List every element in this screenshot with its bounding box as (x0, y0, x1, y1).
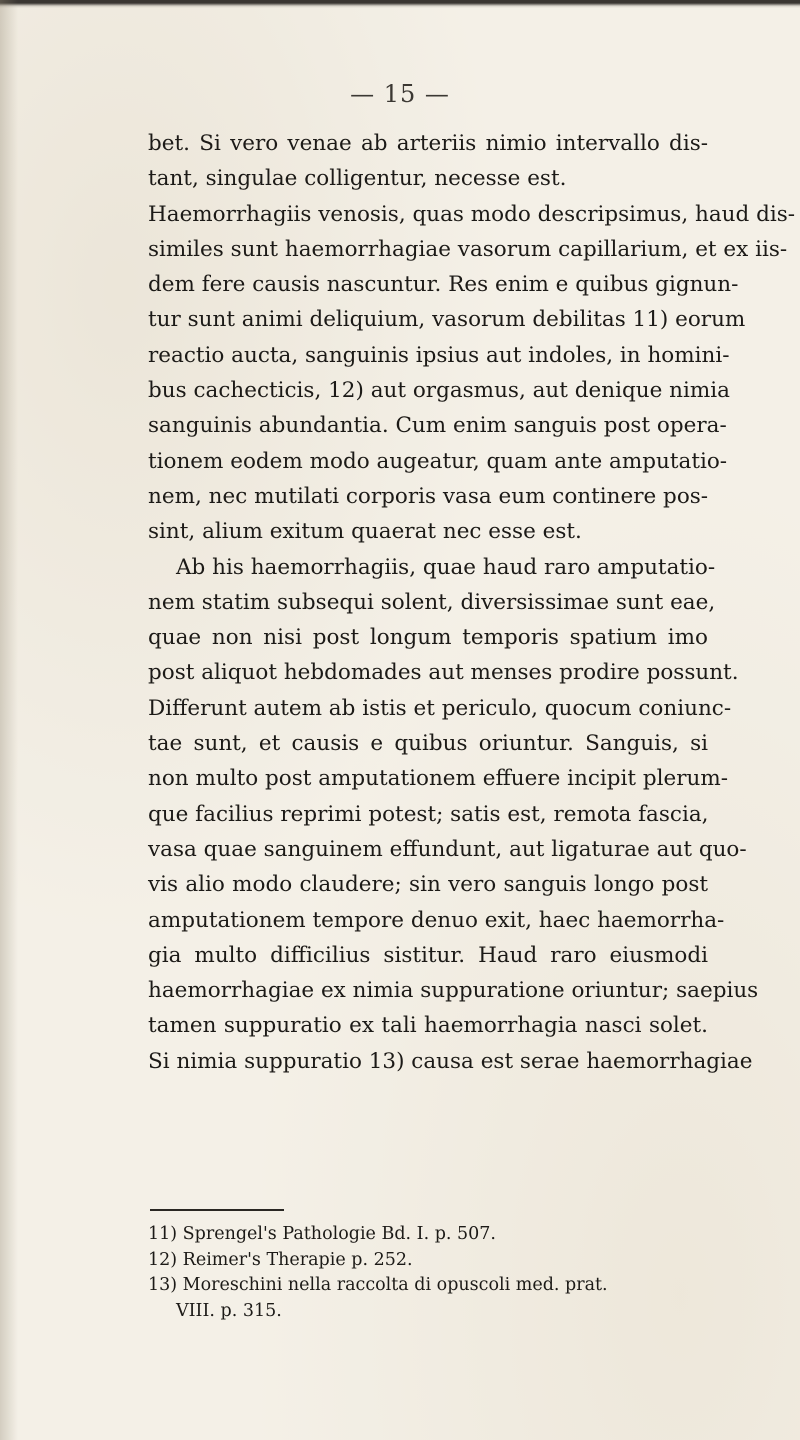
footnote-divider (150, 1209, 284, 1211)
scan-top-edge (0, 0, 800, 8)
footnote-continuation: VIII. p. 315. (176, 1300, 282, 1321)
text-line: dem fere causis nascuntur. Res enim e quibus gignun- (148, 272, 739, 298)
text-line: tur sunt animi deliquium, vasorum debilitas 11) eorum (148, 307, 746, 333)
text-line: sanguinis abundantia. Cum enim sanguis post opera- (148, 413, 727, 439)
footnote: 12) Reimer's Therapie p. 252. (148, 1249, 413, 1270)
text-line: amputationem tempore denuo exit, haec haemorrha- (148, 907, 725, 933)
text-line: tamen suppuratio ex tali haemorrhagia nasci solet. (148, 1013, 708, 1039)
body-text (148, 126, 796, 1079)
text-line: Ab his haemorrhagiis, quae haud raro amputatio- (176, 554, 716, 580)
text-line: bet. Si vero venae ab arteriis nimio intervallo dis- (148, 131, 708, 156)
text-line: quae non nisi post longum temporis spatium imo (148, 625, 708, 651)
text-line: bus cachecticis, 12) aut orgasmus, aut denique nimia (148, 378, 730, 404)
text-line: Differunt autem ab istis et periculo, quocum coniunc- (148, 695, 732, 721)
page-number: — 15 — (350, 80, 450, 108)
text-line: Haemorrhagiis venosis, quas modo descripsimus, haud dis- (148, 201, 796, 227)
text-line: sint, alium exitum quaerat nec esse est. (148, 519, 582, 545)
text-line: non multo post amputationem effuere incipit plerum- (148, 766, 729, 792)
text-line: haemorrhagiae ex nimia suppuratione oriuntur; saepius (148, 978, 759, 1004)
text-line: post aliquot hebdomades aut menses prodire possunt. (148, 660, 739, 686)
scan-left-edge (0, 0, 18, 1440)
text-line: tionem eodem modo augeatur, quam ante amputatio- (148, 448, 728, 474)
text-line: vis alio modo claudere; sin vero sanguis longo post (148, 872, 708, 898)
text-line: tae sunt, et causis e quibus oriuntur. Sanguis, si (148, 731, 708, 757)
text-line: que facilius reprimi potest; satis est, remota fascia, (148, 801, 709, 827)
text-line: nem statim subsequi solent, diversissimae sunt eae, (148, 589, 716, 615)
text-line: tant, singulae colligentur, necesse est. (148, 166, 567, 192)
text-line: Si nimia suppuratio 13) causa est serae haemorrhagiae (148, 1048, 753, 1074)
text-line: gia multo difficilius sistitur. Haud raro eiusmodi (148, 942, 708, 968)
footnote: 13) Moreschini nella raccolta di opuscoli med. prat. (148, 1275, 608, 1295)
text-line: vasa quae sanguinem effundunt, aut ligaturae aut quo- (148, 836, 747, 862)
text-line: reactio aucta, sanguinis ipsius aut indoles, in homini- (148, 342, 730, 368)
footnotes (148, 1222, 708, 1324)
text-line: similes sunt haemorrhagiae vasorum capillarium, et ex iis- (148, 236, 788, 262)
text-line: nem, nec mutilati corporis vasa eum continere pos- (148, 483, 709, 509)
footnote: 11) Sprengel's Pathologie Bd. I. p. 507. (148, 1224, 496, 1244)
